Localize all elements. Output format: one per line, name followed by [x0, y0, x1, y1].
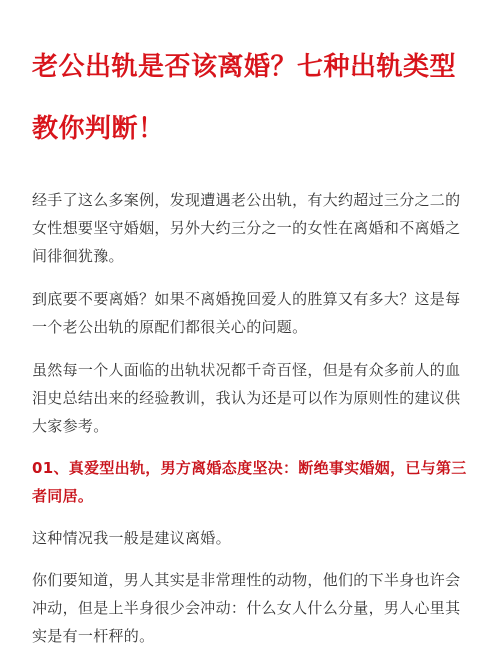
section-paragraph-1: 这种情况我一般是建议离婚。: [32, 529, 231, 547]
article-title: 老公出轨是否该离婚？七种出轨类型教你判断！: [32, 52, 457, 144]
section-heading-1: 01、真爱型出轨，男方离婚态度坚决：断绝事实婚姻，已与第三者同居。: [32, 459, 467, 505]
intro-paragraph-1: 经手了这么多案例，发现遭遇老公出轨，有大约超过三分之二的女性想要坚守婚姻，另外大约三分之一的女性在离婚和不离婚之间徘徊犹豫。: [32, 191, 461, 265]
section-paragraph-2: 你们要知道，男人其实是非常理性的动物，他们的下半身也许会冲动，但是上半身很少会冲动：什么女人什么分量，男人心里其实是有一杆秤的。: [32, 571, 461, 645]
intro-paragraph-2: 到底要不要离婚？如果不离婚挽回爱人的胜算又有多大？这是每一个老公出轨的原配们都很关心的问题。: [32, 290, 461, 336]
intro-paragraph-3: 虽然每一个人面临的出轨状况都千奇百怪，但是有众多前人的血泪史总结出来的经验教训，我认为还是可以作为原则性的建议供大家参考。: [32, 361, 461, 435]
